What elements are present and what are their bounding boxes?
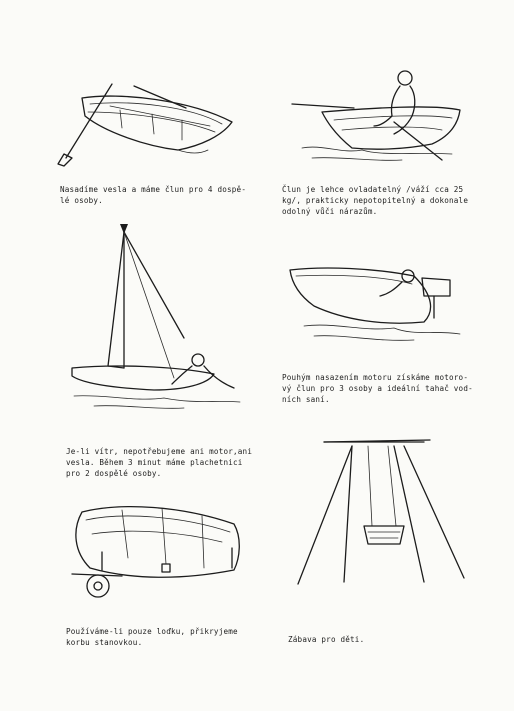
- caption-rowboat: Nasadíme vesla a máme člun pro 4 dospě- lé osoby.: [60, 185, 247, 205]
- rowboat-with-oars-illustration: [50, 70, 240, 170]
- man-rowing-boat-illustration: [282, 64, 472, 174]
- caption-light-boat: Člun je lehce ovladatelný /váží cca 25 kg/, prakticky nepotopitelný a dokonale odolný vůči nárazům.: [282, 185, 469, 216]
- caption-motorboat: Pouhým nasazením motoru získáme motoro- vý člun pro 3 osoby a ideální tahač vod- ních saní.: [282, 373, 473, 404]
- caption-covered-boat: Používáme-li pouze loďku, přikryjeme korbu stanovkou.: [66, 627, 238, 647]
- caption-sailboat: Je-li vítr, nepotřebujeme ani motor,ani vesla. Během 3 minut máme plachetnici pro 2 dospělé osoby.: [66, 447, 253, 478]
- motorboat-illustration: [284, 256, 474, 356]
- swing-illustration: [284, 434, 474, 594]
- sailboat-illustration: [64, 218, 254, 418]
- covered-boat-trailer-illustration: [62, 498, 252, 608]
- caption-swing: Zábava pro děti.: [288, 635, 365, 644]
